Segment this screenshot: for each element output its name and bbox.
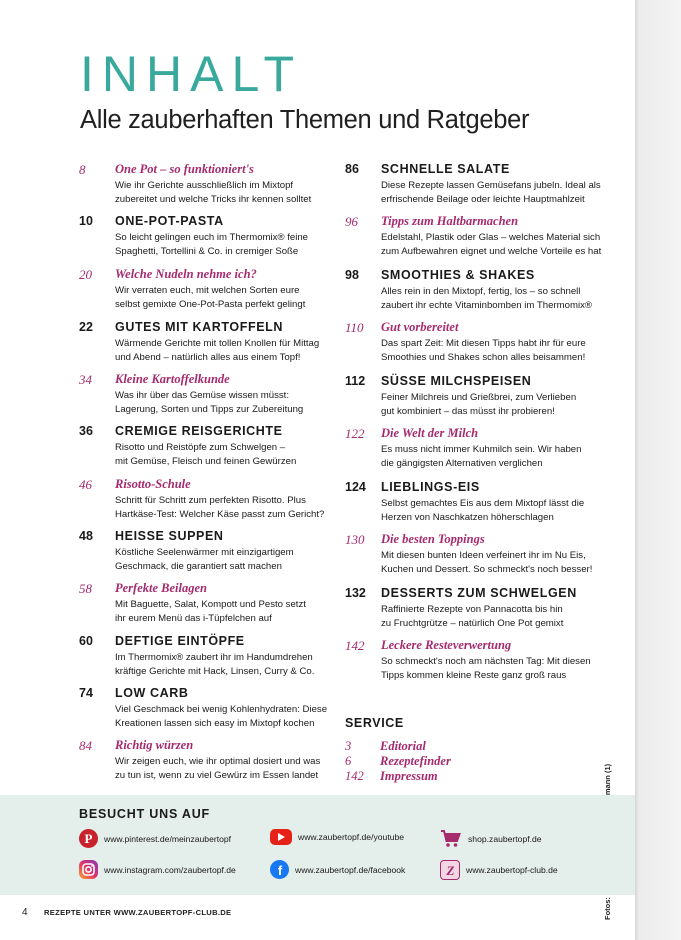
- svg-text:P: P: [84, 831, 93, 846]
- toc-entry-title: Welche Nudeln nehme ich?: [115, 267, 257, 281]
- pinterest-link[interactable]: [79, 829, 231, 848]
- toc-entry-description: Alles rein in den Mixtopf, fertig, los – so schnell zaubert ihr echte Vitaminbomben im Thermomix®: [381, 286, 592, 311]
- page-subtitle: Alle zauberhaften Themen und Ratgeber: [80, 106, 530, 134]
- toc-page-number: 22: [79, 320, 93, 334]
- social-heading: BESUCHT UNS AUF: [79, 807, 210, 821]
- toc-page-number: 122: [345, 426, 365, 441]
- toc-entry-title: Tipps zum Haltbarmachen: [381, 214, 519, 228]
- shop-url: shop.zaubertopf.de: [468, 833, 542, 844]
- service-label: Rezeptefinder: [380, 754, 451, 768]
- facebook-link[interactable]: [270, 860, 405, 879]
- toc-entry-description: Es muss nicht immer Kuhmilch sein. Wir haben die gängigsten Alternativen verglichen: [381, 444, 582, 469]
- toc-page-number: 112: [345, 374, 366, 388]
- toc-entry-title: SCHNELLE SALATE: [381, 162, 510, 176]
- toc-entry-description: Raffinierte Rezepte von Pannacotta bis hin zu Fruchtgrütze – natürlich One Pot gemixt: [381, 604, 564, 629]
- toc-entry-title: Die Welt der Milch: [381, 426, 479, 440]
- instagram-link[interactable]: [79, 860, 236, 879]
- toc-entry-title: Risotto-Schule: [115, 477, 191, 491]
- toc-entry-description: Das spart Zeit: Mit diesen Tipps habt ihr für eure Smoothies und Shakes schon alles beisammen!: [381, 338, 586, 363]
- toc-entry-title: SMOOTHIES & SHAKES: [381, 268, 535, 282]
- toc-page-number: 142: [345, 638, 365, 653]
- toc-entry-description: Im Thermomix® zaubert ihr im Handumdrehen kräftige Gerichte mit Hack, Linsen, Curry & Co.: [115, 652, 315, 677]
- toc-page-number: 8: [79, 162, 86, 177]
- toc-entry-title: Richtig würzen: [115, 738, 194, 752]
- service-label: Editorial: [380, 739, 426, 753]
- toc-entry-description: Wie ihr Gerichte ausschließlich im Mixtopf zubereitet und welche Tricks ihr kennen solltet: [115, 180, 312, 205]
- shop-link[interactable]: [440, 829, 542, 848]
- service-item[interactable]: [345, 754, 451, 768]
- toc-entry-description: Köstliche Seelenwärmer mit einzigartigem Geschmack, die garantiert satt machen: [115, 547, 294, 572]
- toc-entry-description: Wir zeigen euch, wie ihr optimal dosiert und was zu tun ist, wenn zu viel Gewürz im Essen landet: [115, 756, 321, 781]
- toc-entry-title: DEFTIGE EINTÖPFE: [115, 634, 245, 648]
- svg-text:f: f: [277, 863, 283, 878]
- youtube-url: www.zaubertopf.de/youtube: [298, 832, 405, 842]
- toc-entry-description: So schmeckt's noch am nächsten Tag: Mit diesen Tipps kommen kleine Reste ganz groß raus: [381, 656, 591, 681]
- cart-icon: [440, 829, 462, 848]
- page-title: INHALT: [80, 46, 303, 102]
- toc-entry-description: Selbst gemachtes Eis aus dem Mixtopf lässt die Herzen von Naschkatzen höherschlagen: [381, 498, 585, 523]
- toc-entry-title: HEISSE SUPPEN: [115, 529, 224, 543]
- page-edge-strip: [635, 0, 681, 940]
- toc-entry-description: Diese Rezepte lassen Gemüsefans jubeln. Ideal als erfrischende Beilage oder leichte Hauptmahlzeit: [381, 180, 601, 205]
- toc-page-number: 96: [345, 214, 358, 229]
- toc-entry-title: One Pot – so funktioniert's: [115, 162, 254, 176]
- toc-page-number: 98: [345, 268, 359, 282]
- toc-entry-title: ONE-POT-PASTA: [115, 214, 224, 228]
- pinterest-icon: [79, 829, 98, 848]
- toc-page-number: 34: [79, 372, 92, 387]
- toc-page-number: 132: [345, 586, 366, 600]
- instagram-icon: [79, 860, 98, 879]
- toc-page-number: 130: [345, 532, 365, 547]
- toc-page-number: 60: [79, 634, 93, 648]
- toc-page-number: 110: [345, 320, 364, 335]
- toc-entry-title: GUTES MIT KARTOFFELN: [115, 320, 284, 334]
- service-page-number: 142: [345, 769, 364, 783]
- service-label: Impressum: [380, 769, 438, 783]
- toc-entry-title: Kleine Kartoffelkunde: [115, 372, 230, 386]
- toc-page-number: 48: [79, 529, 93, 543]
- service-page-number: 6: [345, 754, 352, 768]
- club-link[interactable]: [440, 860, 558, 880]
- service-item[interactable]: [345, 769, 438, 783]
- service-item[interactable]: [345, 739, 426, 753]
- toc-entry-title: Perfekte Beilagen: [115, 581, 207, 595]
- toc-entry-title: SÜSSE MILCHSPEISEN: [381, 374, 532, 388]
- pinterest-url: www.pinterest.de/meinzaubertopf: [104, 833, 232, 844]
- toc-page-number: 36: [79, 424, 93, 438]
- instagram-url: www.instagram.com/zaubertopf.de: [104, 864, 236, 875]
- toc-entry-description: Mit Baguette, Salat, Kompott und Pesto setzt ihr eurem Menü das i-Tüpfelchen auf: [115, 599, 306, 624]
- youtube-icon: [270, 829, 292, 845]
- toc-page-number: 46: [79, 477, 92, 492]
- service-heading: SERVICE: [345, 716, 404, 730]
- toc-entry-title: DESSERTS ZUM SCHWELGEN: [381, 586, 577, 600]
- toc-entry-title: LOW CARB: [115, 686, 189, 700]
- club-url: www.zaubertopf-club.de: [466, 865, 558, 875]
- toc-entry-title: LIEBLINGS-EIS: [381, 480, 480, 494]
- toc-page-number: 20: [79, 267, 92, 282]
- footer-label: REZEPTE UNTER WWW.ZAUBERTOPF-CLUB.DE: [44, 908, 232, 917]
- toc-page-number: 84: [79, 738, 92, 753]
- facebook-icon: [270, 860, 289, 879]
- toc-entry-title: Gut vorbereitet: [381, 320, 459, 334]
- svg-text:Z: Z: [446, 862, 454, 878]
- toc-entry-description: Risotto und Reistöpfe zum Schwelgen – mit Gemüse, Fleisch und feinen Gewürzen: [115, 442, 297, 467]
- toc-entry-title: CREMIGE REISGERICHTE: [115, 424, 283, 438]
- footer-page-number: 4: [22, 907, 28, 918]
- zaubertopf-logo-icon: [440, 860, 460, 880]
- toc-entry-title: Leckere Resteverwertung: [381, 638, 512, 652]
- toc-entry-description: Schritt für Schritt zum perfekten Risotto. Plus Hartkäse-Test: Welcher Käse passt zum Gericht?: [115, 495, 325, 520]
- service-page-number: 3: [345, 739, 352, 753]
- toc-entry-description: Wärmende Gerichte mit tollen Knollen für Mittag und Abend – natürlich alles aus einem Topf!: [115, 338, 320, 363]
- toc-page-number: 74: [79, 686, 93, 700]
- page-footer: [22, 907, 231, 918]
- social-section: [0, 795, 635, 895]
- toc-page-number: 86: [345, 162, 359, 176]
- toc-entry-description: Edelstahl, Plastik oder Glas – welches Material sich zum Aufbewahren eignet und welche Vorteile es hat: [381, 232, 602, 257]
- toc-entry-description: So leicht gelingen euch im Thermomix® feine Spaghetti, Tortellini & Co. in cremiger Soße: [115, 232, 308, 257]
- toc-entry-title: Die besten Toppings: [381, 532, 485, 546]
- toc-entry-description: Viel Geschmack bei wenig Kohlenhydraten: Diese Kreationen lassen sich easy im Mixtopf kochen: [115, 704, 328, 729]
- toc-entry-description: Mit diesen bunten Ideen verfeinert ihr im Nu Eis, Kuchen und Dessert. So schmeckt's noch besser!: [381, 550, 593, 575]
- toc-page-number: 10: [79, 214, 93, 228]
- toc-entry-description: Wir verraten euch, mit welchen Sorten eure selbst gemixte One-Pot-Pasta perfekt gelingt: [115, 285, 306, 310]
- toc-entry-description: Was ihr über das Gemüse wissen müsst: Lagerung, Sorten und Tipps zur Zubereitung: [115, 390, 304, 415]
- toc-page-number: 58: [79, 581, 92, 596]
- toc-page-number: 124: [345, 480, 366, 494]
- toc-entry-description: Feiner Milchreis und Grießbrei, zum Verlieben gut kombiniert – das müsst ihr probieren!: [381, 392, 577, 417]
- youtube-link[interactable]: [270, 829, 404, 845]
- facebook-url: www.zaubertopf.de/facebook: [295, 864, 406, 875]
